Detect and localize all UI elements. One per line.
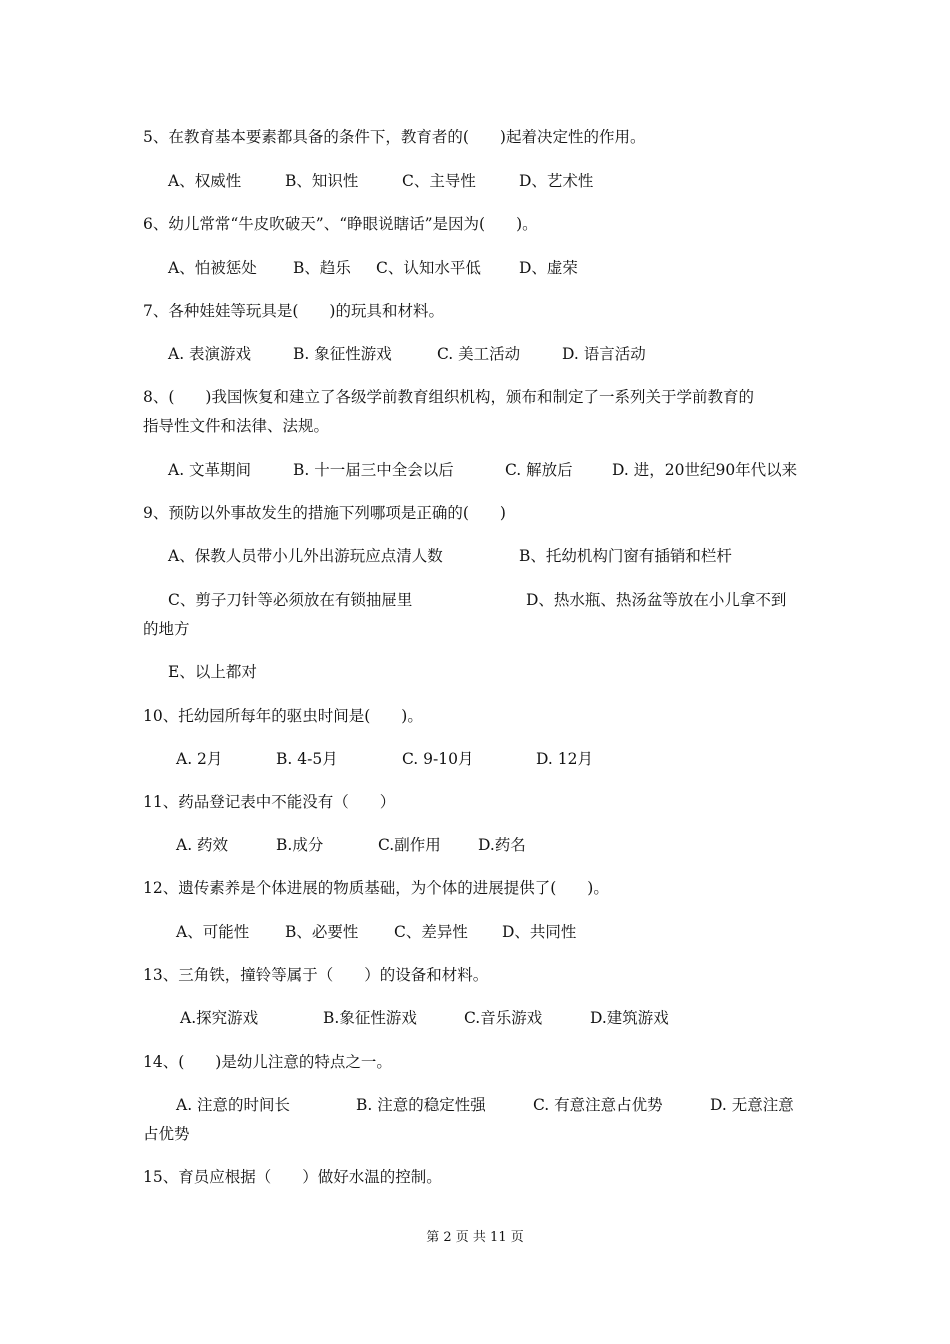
option-a: A. 文革期间 xyxy=(168,461,252,479)
option-c: C. 9-10月 xyxy=(402,750,474,768)
option-b: B、知识性 xyxy=(285,172,359,190)
page-number: 第 2 页 共 11 页 xyxy=(426,1230,524,1245)
option-b: B. 注意的稳定性强 xyxy=(356,1096,486,1114)
option-c: C.音乐游戏 xyxy=(464,1009,543,1027)
option-d: D. 12月 xyxy=(536,750,593,768)
option-d: D、热水瓶、热汤盆等放在小儿拿不到 xyxy=(526,591,787,609)
option-e: E、以上都对 xyxy=(168,663,257,681)
question-7: 7、各种娃娃等玩具是( )的玩具和材料。 xyxy=(143,302,444,320)
question-6: 6、幼儿常常“牛皮吹破天”、“睁眼说瞎话”是因为( )。 xyxy=(143,215,538,233)
option-d-continued: 的地方 xyxy=(143,620,190,638)
option-d: D、艺术性 xyxy=(519,172,594,190)
option-a: A. 药效 xyxy=(176,836,229,854)
option-d: D.药名 xyxy=(478,836,526,854)
option-a: A、保教人员带小儿外出游玩应点清人数 xyxy=(168,547,443,565)
option-d: D.建筑游戏 xyxy=(590,1009,669,1027)
question-8: 8、( )我国恢复和建立了各级学前教育组织机构，颁布和制定了一系列关于学前教育的 xyxy=(143,388,754,406)
option-a: A、可能性 xyxy=(176,923,250,941)
option-b: B.成分 xyxy=(276,836,324,854)
option-d: D. 进，20世纪90年代以来 xyxy=(612,461,798,479)
option-c: C、剪子刀针等必须放在有锁抽屉里 xyxy=(168,591,413,609)
option-d-continued: 占优势 xyxy=(143,1125,190,1143)
question-8-continued: 指导性文件和法律、法规。 xyxy=(143,417,330,435)
option-b: B.象征性游戏 xyxy=(323,1009,417,1027)
option-a: A. 表演游戏 xyxy=(168,345,252,363)
option-d: D. 语言活动 xyxy=(562,345,646,363)
option-a: A. 2月 xyxy=(176,750,223,768)
question-11: 11、药品登记表中不能没有（ ） xyxy=(143,793,396,811)
option-c: C. 有意注意占优势 xyxy=(533,1096,663,1114)
option-a: A. 注意的时间长 xyxy=(176,1096,291,1114)
option-b: B. 4-5月 xyxy=(276,750,338,768)
option-c: C. 美工活动 xyxy=(437,345,521,363)
question-5: 5、在教育基本要素都具备的条件下，教育者的( )起着决定性的作用。 xyxy=(143,128,646,146)
option-b: B. 十一届三中全会以后 xyxy=(293,461,454,479)
question-14: 14、( )是幼儿注意的特点之一。 xyxy=(143,1053,392,1071)
option-b: B、必要性 xyxy=(285,923,359,941)
option-d: D、虚荣 xyxy=(519,259,578,277)
option-b: B. 象征性游戏 xyxy=(293,345,392,363)
option-a: A、怕被惩处 xyxy=(168,259,257,277)
question-13: 13、三角铁，撞铃等属于（ ）的设备和材料。 xyxy=(143,966,489,984)
option-b: B、趋乐 xyxy=(293,259,351,277)
question-12: 12、遗传素养是个体进展的物质基础，为个体的进展提供了( )。 xyxy=(143,879,609,897)
option-c: C、差异性 xyxy=(394,923,468,941)
option-c: C、认知水平低 xyxy=(376,259,481,277)
question-9: 9、预防以外事故发生的措施下列哪项是正确的( ) xyxy=(143,504,506,522)
option-d: D、共同性 xyxy=(502,923,577,941)
option-c: C.副作用 xyxy=(378,836,441,854)
question-15: 15、育员应根据（ ）做好水温的控制。 xyxy=(143,1168,442,1186)
option-a: A.探究游戏 xyxy=(180,1009,259,1027)
option-b: B、托幼机构门窗有插销和栏杆 xyxy=(519,547,732,565)
option-c: C、主导性 xyxy=(402,172,476,190)
question-10: 10、托幼园所每年的驱虫时间是( )。 xyxy=(143,707,423,725)
option-d: D. 无意注意 xyxy=(710,1096,794,1114)
option-a: A、权威性 xyxy=(168,172,242,190)
option-c: C. 解放后 xyxy=(505,461,573,479)
